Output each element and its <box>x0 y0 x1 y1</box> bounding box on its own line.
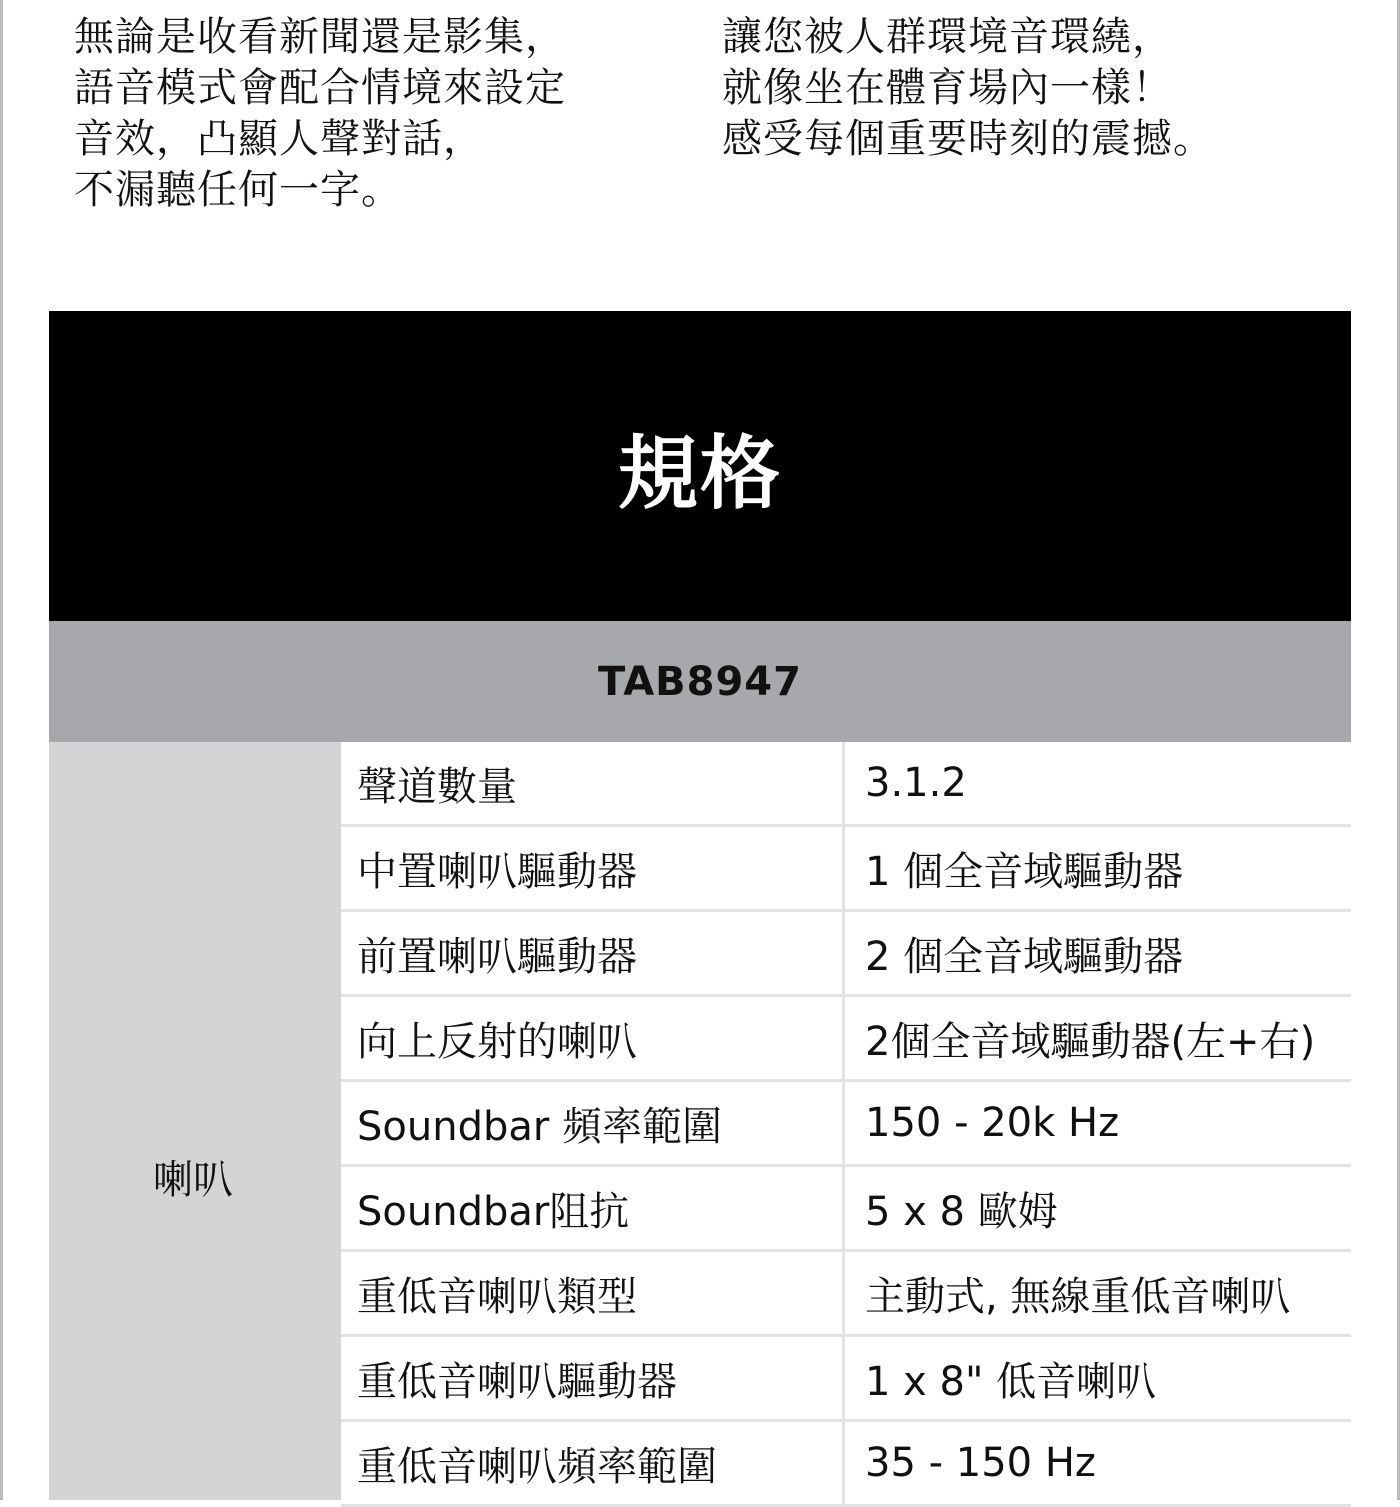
category-label: 喇叭 <box>153 1157 233 1203</box>
spec-row <box>341 827 1351 912</box>
spec-row <box>341 1082 1351 1167</box>
spec-value: 1 x 8" 低音喇叭 <box>845 1337 1351 1422</box>
spec-header <box>49 311 1351 621</box>
intro-right-line: 感受每個重要時刻的震撼。 <box>722 116 1214 162</box>
spec-value: 3.1.2 <box>845 742 1351 827</box>
spec-value: 150 - 20k Hz <box>845 1082 1351 1167</box>
spec-row <box>341 912 1351 997</box>
spec-label: 向上反射的喇叭 <box>341 997 845 1082</box>
spec-label: 聲道數量 <box>341 742 845 827</box>
model-name: TAB8947 <box>598 658 802 705</box>
spec-label: 中置喇叭驅動器 <box>341 827 845 912</box>
spec-label: Soundbar 頻率範圍 <box>341 1082 845 1167</box>
intro-left-line: 語音模式會配合情境來設定 <box>74 65 566 111</box>
spec-value: 2 個全音域驅動器 <box>845 912 1351 997</box>
intro-right-line: 讓您被人群環境音環繞， <box>722 14 1173 60</box>
spec-row <box>341 1252 1351 1337</box>
spec-title: 規格 <box>618 426 782 520</box>
spec-label: Soundbar阻抗 <box>341 1167 845 1252</box>
category-cell <box>49 742 341 1500</box>
intro-left-line: 無論是收看新聞還是影集， <box>74 14 566 60</box>
intro-text-right <box>722 12 1342 165</box>
spec-row <box>341 742 1351 827</box>
intro-text-left <box>74 12 634 216</box>
spec-label: 重低音喇叭類型 <box>341 1252 845 1337</box>
spec-row <box>341 997 1351 1082</box>
spec-value: 主動式, 無線重低音喇叭 <box>845 1252 1351 1337</box>
spec-row <box>341 1167 1351 1252</box>
spec-label: 重低音喇叭頻率範圍 <box>341 1422 845 1507</box>
model-bar <box>49 621 1351 742</box>
spec-row <box>341 1337 1351 1422</box>
spec-value: 5 x 8 歐姆 <box>845 1167 1351 1252</box>
spec-value: 1 個全音域驅動器 <box>845 827 1351 912</box>
intro-left-line: 音效，凸顯人聲對話， <box>74 116 484 162</box>
spec-value: 2個全音域驅動器(左+右) <box>845 997 1351 1082</box>
spec-label: 重低音喇叭驅動器 <box>341 1337 845 1422</box>
spec-row <box>341 1422 1351 1507</box>
page-frame-left <box>0 0 3 1500</box>
spec-label: 前置喇叭驅動器 <box>341 912 845 997</box>
intro-right-line: 就像坐在體育場內一樣！ <box>722 65 1173 111</box>
spec-value: 35 - 150 Hz <box>845 1422 1351 1507</box>
intro-left-line: 不漏聽任何一字。 <box>74 167 402 213</box>
